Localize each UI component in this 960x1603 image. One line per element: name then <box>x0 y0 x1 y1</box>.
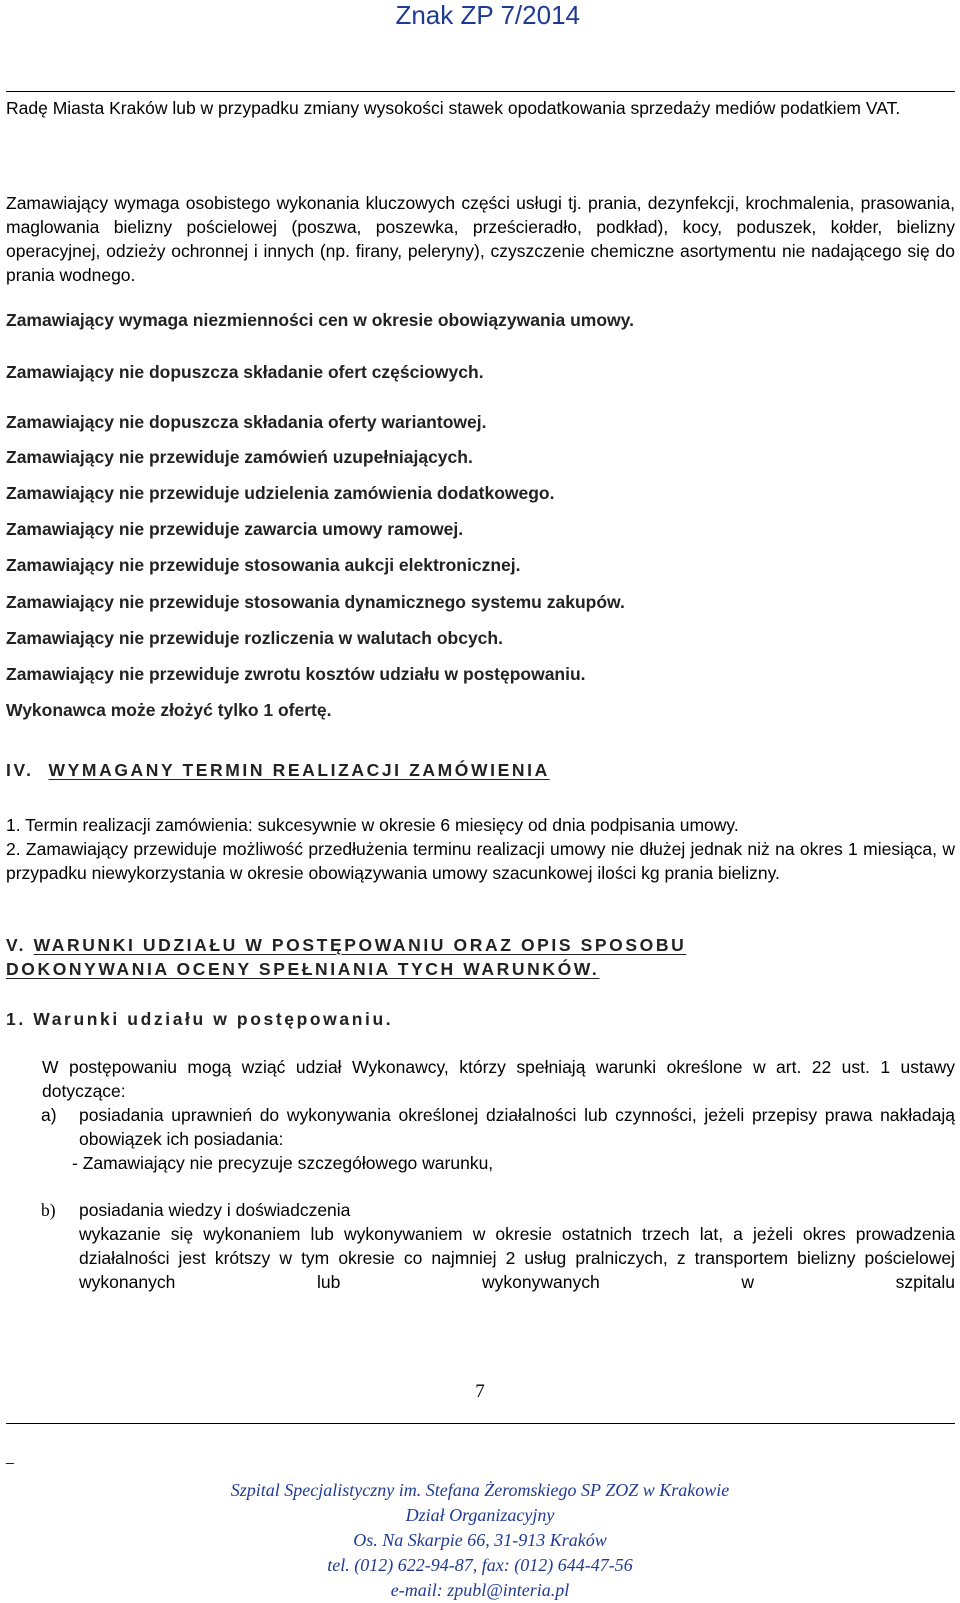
item-b-marker: b) <box>41 1200 56 1220</box>
statement-no-partial-offers: Zamawiający nie dopuszcza składanie ofert częściowych. <box>6 362 484 382</box>
statement-price-stability: Zamawiający wymaga niezmienności cen w okresie obowiązywania umowy. <box>6 310 634 330</box>
section-iv-item-2: 2. Zamawiający przewiduje możliwość przedłużenia terminu realizacji umowy nie dłużej jednak niż na okres 1 miesiąca, w przypadku niewykorzystania w okresie obowiązywania umowy szacunkowej ilości kg prania bielizny. <box>6 839 955 883</box>
footer-institution: Szpital Specjalistyczny im. Stefana Żeromskiego SP ZOZ w Krakowie <box>230 1480 730 1500</box>
section-iv-heading <box>6 760 550 781</box>
statement-no-auction: Zamawiający nie przewiduje stosowania aukcji elektronicznej. <box>6 555 521 575</box>
section-v-heading <box>6 935 686 956</box>
section-iv-title: WYMAGANY TERMIN REALIZACJI ZAMÓWIENIA <box>48 760 550 780</box>
footer-address-block <box>0 1478 960 1603</box>
section-v-intro: W postępowaniu mogą wziąć udział Wykonawcy, którzy spełniają warunki określone w art. 22 ust. 1 ustawy dotyczące: <box>42 1057 955 1101</box>
section-v-title-line1: WARUNKI UDZIAŁU W POSTĘPOWANIU ORAZ OPIS SPOSOBU <box>33 935 687 955</box>
footnote-separator: _ <box>6 1448 14 1464</box>
section-v-heading-cont <box>6 959 599 980</box>
statement-no-foreign-currency: Zamawiający nie przewiduje rozliczenia w walutach obcych. <box>6 628 503 648</box>
paragraph-vat: Radę Miasta Kraków lub w przypadku zmiany wysokości stawek opodatkowania sprzedaży mediów podatkiem VAT. <box>6 98 901 118</box>
statement-no-framework: Zamawiający nie przewiduje zawarcia umowy ramowej. <box>6 519 464 539</box>
statement-no-supplementary: Zamawiający nie przewiduje zamówień uzupełniających. <box>6 447 473 467</box>
statement-no-cost-refund: Zamawiający nie przewiduje zwrotu kosztów udziału w postępowaniu. <box>6 664 586 684</box>
page-number: 7 <box>475 1381 485 1402</box>
paragraph-scope: Zamawiający wymaga osobistego wykonania kluczowych części usługi tj. prania, dezynfekcji, krochmalenia, prasowania, maglowania bielizny pościelowej (poszwa, poszewka, prześcieradło, podkład), kocy, poduszek, kołder, bielizny operacyjnej, odzieży ochronnej i innych (np. firany, peleryny), czyszczenie chemiczne asortymentu nie nadającego się do prania wodnego. <box>6 193 955 285</box>
item-b-text: wykazanie się wykonaniem lub wykonywaniem w okresie ostatnich trzech lat, a jeżeli okres prowadzenia działalności jest krótszy w tym okresie co najmniej 2 usług pralniczych, z transportem bielizny pościelowej wykonanych lub wykonywanych w szpitalu <box>79 1224 955 1292</box>
item-a-text: posiadania uprawnień do wykonywania określonej działalności lub czynności, jeżeli przepisy prawa nakładają obowiązek ich posiadania: <box>79 1105 955 1149</box>
section-iv-number: IV. <box>6 760 34 780</box>
footer-rule <box>6 1423 955 1424</box>
section-v-title-line2: DOKONYWANIA OCENY SPEŁNIANIA TYCH WARUNKÓW. <box>6 959 600 979</box>
header-rule <box>6 91 955 92</box>
footer-phone-fax: tel. (012) 622-94-87, fax: (012) 644-47-56 <box>327 1555 633 1575</box>
statement-no-variant-offer: Zamawiający nie dopuszcza składania oferty wariantowej. <box>6 412 487 432</box>
statement-no-dynamic-system: Zamawiający nie przewiduje stosowania dynamicznego systemu zakupów. <box>6 592 625 612</box>
section-v-subsection: 1. Warunki udziału w postępowaniu. <box>6 1009 394 1029</box>
document-header-title: Znak ZP 7/2014 <box>395 0 580 30</box>
section-iv-item-1: 1. Termin realizacji zamówienia: sukcesywnie w okresie 6 miesięcy od dnia podpisania umowy. <box>6 815 739 835</box>
item-b-title: posiadania wiedzy i doświadczenia <box>79 1200 351 1220</box>
item-a-note: - Zamawiający nie precyzuje szczegółowego warunku, <box>72 1153 494 1173</box>
statement-one-offer: Wykonawca może złożyć tylko 1 ofertę. <box>6 700 332 720</box>
footer-address: Os. Na Skarpie 66, 31-913 Kraków <box>353 1530 607 1550</box>
statement-no-additional: Zamawiający nie przewiduje udzielenia zamówienia dodatkowego. <box>6 483 555 503</box>
section-v-number: V. <box>6 935 27 955</box>
footer-email: e-mail: zpubl@interia.pl <box>390 1580 570 1600</box>
item-a-marker: a) <box>41 1105 57 1125</box>
footer-department: Dział Organizacyjny <box>405 1505 555 1525</box>
